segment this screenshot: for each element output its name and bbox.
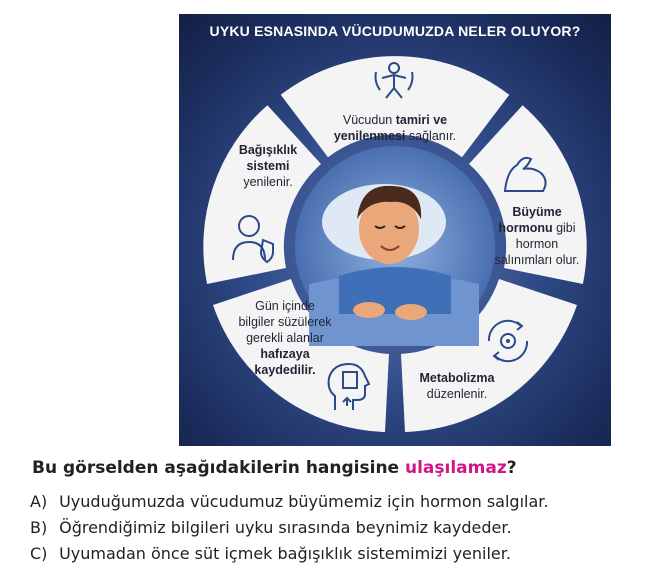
segment-bottom-left-line1: Gün içinde: [255, 299, 315, 313]
segment-right-bold2: hormonu: [498, 221, 553, 235]
segment-bottom-left-bold2: kaydedilir.: [254, 363, 316, 377]
body-repair-icon: [372, 58, 416, 102]
segment-bottom-left-line2: bilgiler süzülerek: [238, 315, 332, 329]
option-c-letter: C): [30, 544, 48, 563]
option-c[interactable]: [30, 544, 511, 563]
question-post: ?: [506, 458, 517, 478]
question-highlight: ulaşılamaz: [405, 458, 507, 478]
muscle-arm-icon: [501, 151, 551, 197]
option-a-text: Uyuduğumuzda vücudumuz büyümemiz için hormon salgılar.: [59, 492, 549, 511]
option-b[interactable]: [30, 518, 512, 537]
immune-person-icon: [229, 208, 279, 264]
segment-right-text: [485, 204, 589, 268]
sleep-infographic: [179, 14, 611, 446]
memory-head-icon: [325, 360, 377, 414]
segment-right-bold1: Büyüme: [512, 205, 562, 219]
segment-right-line3: hormon: [515, 237, 559, 251]
option-a[interactable]: [30, 492, 548, 511]
segment-top-post: sağlanır.: [405, 129, 457, 143]
segment-top-bold1: tamiri ve: [395, 113, 448, 127]
segment-left-line3: yenilenir.: [243, 175, 293, 189]
segment-top-bold2: yenilenmesi: [333, 129, 406, 143]
segment-bottom-right-line2: düzenlenir.: [426, 387, 488, 401]
segment-right-post1: gibi: [552, 221, 576, 235]
segment-right-line4: salınımları olur.: [494, 253, 580, 267]
option-c-text: Uyumadan önce süt içmek bağışıklık sistemimizi yeniler.: [59, 544, 511, 563]
segment-left-bold1: Bağışıklık: [238, 143, 298, 157]
option-a-letter: A): [30, 492, 48, 511]
question-text: [32, 458, 517, 478]
metabolism-cycle-icon: [481, 314, 535, 368]
segment-bottom-right-text: [407, 370, 507, 402]
infographic-title: UYKU ESNASINDA VÜCUDUMUZDA NELER OLUYOR?: [209, 23, 581, 39]
segment-bottom-right-bold: Metabolizma: [419, 371, 495, 385]
segment-top-text: [315, 112, 475, 144]
segment-left-bold2: sistemi: [246, 159, 290, 173]
option-b-text: Öğrendiğimiz bilgileri uyku sırasında beynimiz kaydeder.: [59, 518, 512, 537]
segment-bottom-left-bold1: hafızaya: [260, 347, 310, 361]
option-b-letter: B): [30, 518, 48, 537]
question-pre: Bu görselden aşağıdakilerin hangisine: [32, 458, 405, 478]
segment-top-pre: Vücudun: [342, 113, 396, 127]
segment-left-text: [223, 142, 313, 190]
segment-bottom-left-line3: gerekli alanlar: [246, 331, 324, 345]
